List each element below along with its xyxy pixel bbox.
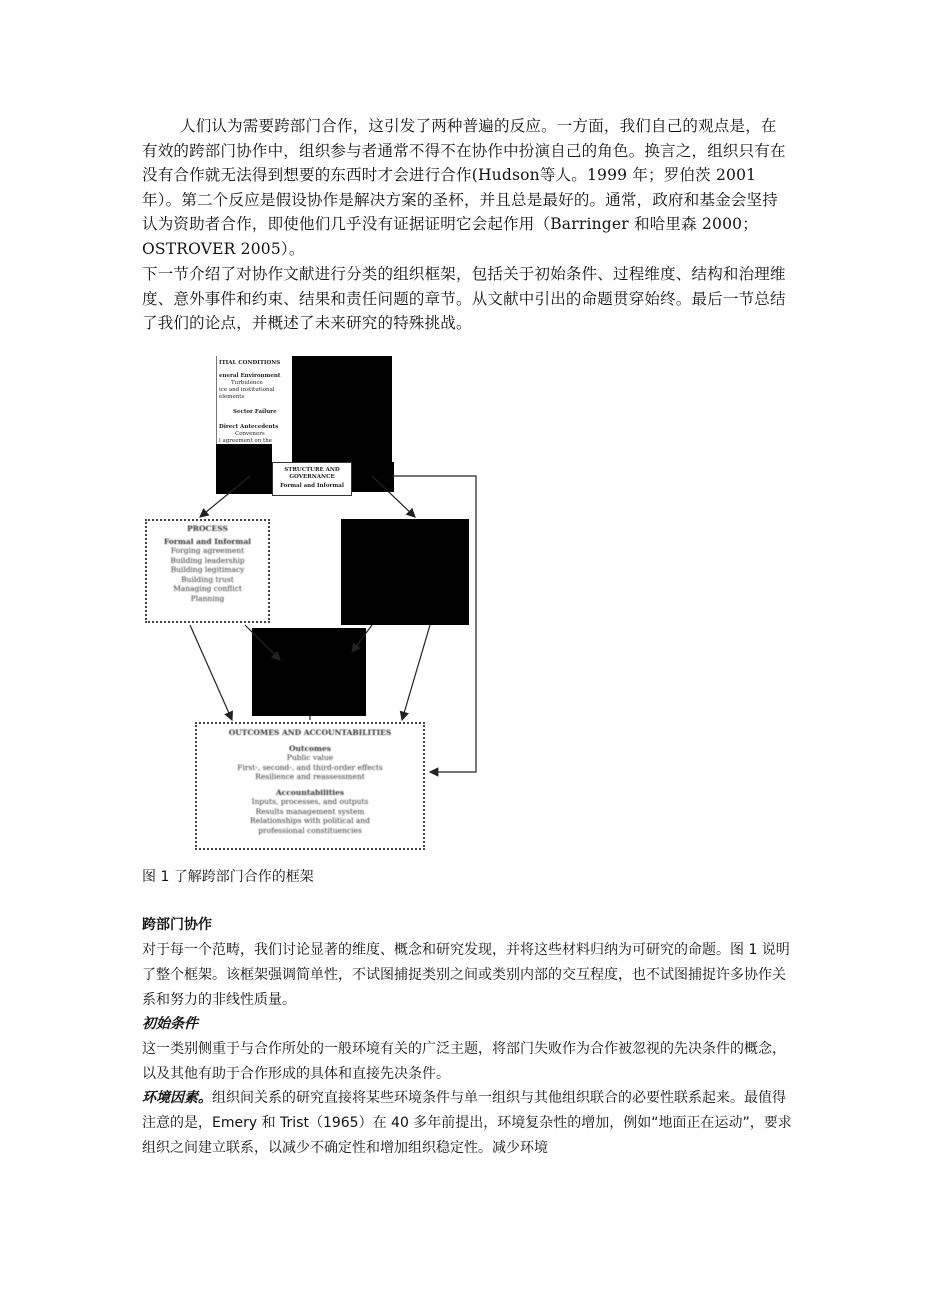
outcomes-subhead-2: Accountabilities	[275, 787, 345, 797]
section-paragraph-3	[142, 1086, 792, 1160]
intro-paragraph-1-text: 人们认为需要跨部门合作，这引发了两种普遍的反应。一方面，我们自己的观点是，在有效的跨部门协作中，组织参与者通常不得不在协作中扮演自己的角色。换言之，组织只有在没有合作就无法得到想要的东西时才会进行合作(Hudson等人。1999 年；罗伯茨 2001 年）。第二个反应是假设协作是解决方案的圣杯，并且总是最好的。通常，政府和基金会坚持认为资助者合作，即使他们几乎没有证据证明它会起作用（Barringer 和哈里森 2000；OSTROVER 2005）。	[142, 117, 786, 258]
process-title: PROCESS	[187, 524, 228, 533]
subsection-heading-text: 初始条件	[142, 1016, 198, 1032]
outcomes-line-2: First-, second-, and third-order effects	[237, 762, 383, 772]
initial-line-6: Conveners	[235, 431, 265, 437]
process-line-4: Building legitimacy	[170, 565, 245, 574]
section-heading-text: 跨部门协作	[142, 917, 212, 933]
initial-conditions-title: ITIAL CONDITIONS	[219, 360, 281, 366]
process-line-6: Managing conflict	[173, 584, 242, 593]
structure-subtitle: Formal and Informal	[280, 483, 344, 489]
outcomes-title: OUTCOMES AND ACCOUNTABILITIES	[228, 728, 392, 737]
initial-line-1: eneral Environment	[219, 373, 281, 379]
process-line-7: Planning	[190, 593, 225, 603]
arrow-right-to-center	[352, 625, 372, 652]
process-line-5: Building trust	[181, 574, 234, 584]
outcomes-line-4: Inputs, processes, and outputs	[251, 797, 369, 806]
figure-caption: 图 1 了解跨部门合作的框架	[142, 869, 314, 885]
initial-line-5: Direct Antecedents	[219, 424, 279, 430]
diagram-arrows	[140, 352, 485, 852]
initial-line-4: Sector Failure	[233, 409, 277, 415]
structure-title: STRUCTURE AND GOVERNANCE	[284, 467, 340, 480]
section-heading	[142, 913, 792, 938]
paragraph-3-text: 组织间关系的研究直接将某些环境条件与单一组织与其他组织联合的必要性联系起来。最值得注意的是，Emery 和 Trist（1965）在 40 多年前提出，环境复杂性的增加，例如“地面正在运动”，要求组织之间建立联系，以减少不确定性和增加组织稳定性。减少环境	[142, 1090, 792, 1156]
outcomes-subhead-1: Outcomes	[289, 743, 331, 753]
paragraph-3-lead: 环境因素。	[142, 1090, 212, 1106]
framework-diagram	[140, 352, 485, 852]
arrow-right-to-outcomes	[392, 476, 476, 772]
process-line-3: Building leadership	[170, 555, 245, 565]
arrow-process-to-outcomes	[190, 625, 232, 720]
arrow-right-block-to-outcomes	[402, 625, 430, 720]
initial-line-7: l agreement on the	[219, 438, 273, 444]
process-line-2: Forging agreement	[170, 546, 245, 555]
arrow-process-to-center	[245, 625, 280, 660]
outcomes-line-3: Resilience and reassessment	[255, 772, 365, 781]
section-paragraph-1: 对于每一个范畴，我们讨论显著的维度、概念和研究发现，并将这些材料归纳为可研究的命题。图 1 说明了整个框架。该框架强调简单性，不试图捕捉类别之间或类别内部的交互程度，也不试图捕捉许多协作关系和努力的非线性质量。	[142, 942, 790, 1008]
intro-paragraph-2: 下一节介绍了对协作文献进行分类的组织框架，包括关于初始条件、过程维度、结构和治理维度、意外事件和约束、结果和责任问题的章节。从文献中引出的命题贯穿始终。最后一节总结了我们的论点，并概述了未来研究的特殊挑战。	[142, 265, 786, 333]
outcomes-line-7: professional constituencies	[258, 825, 362, 835]
outcomes-line-1: Public value	[286, 753, 334, 762]
initial-line-2: Turbulence	[231, 380, 263, 386]
outcomes-line-5: Results management system	[255, 806, 365, 816]
section-paragraph-2: 这一类别侧重于与合作所处的一般环境有关的广泛主题，将部门失败作为合作被忽视的先决条件的概念，以及其他有助于合作形成的具体和直接先决条件。	[142, 1041, 786, 1082]
outcomes-line-6: Relationships with political and	[250, 816, 370, 825]
intro-paragraph-1	[142, 114, 787, 262]
process-line-1: Formal and Informal	[163, 536, 252, 546]
arrow-initial-to-process	[200, 476, 250, 517]
initial-line-3: ice and institutional elements	[219, 387, 275, 400]
arrow-initial-to-right	[372, 476, 415, 517]
subsection-heading	[142, 1012, 792, 1037]
